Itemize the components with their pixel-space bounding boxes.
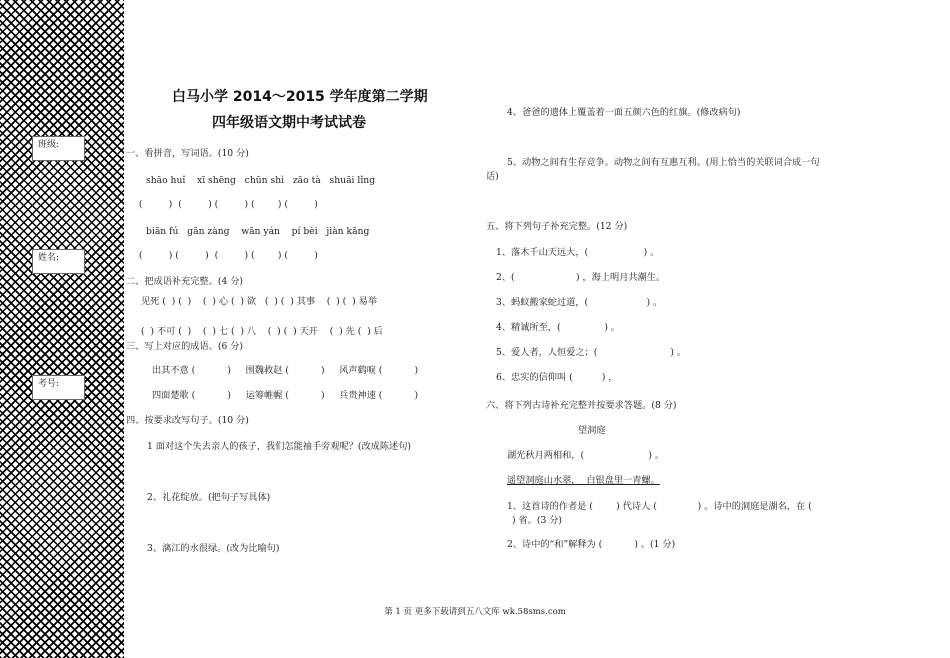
idiom-match-row-1: 出其不意 ( ) 围魏救赵 ( ) 风声鹤唳 ( ) [152, 365, 419, 376]
rewrite-question-4: 4、爸爸的遗体上覆盖着一面五颜六色的红旗。(修改病句) [507, 107, 741, 118]
idiom-row-1: 见死 ( ) ( ) ( ) 心 ( ) 欲 ( ) ( ) 其事 ( ) ( ) 易举 [141, 296, 377, 307]
section1-heading: 一、看拼音，写词语。(10 分) [126, 148, 249, 159]
number-label: 考号: [38, 379, 60, 389]
poem-question-2: 2、诗中的“和”解释为 ( ) 。(1 分) [507, 539, 676, 550]
complete-sentence-5: 5、爱人者，人恒爱之；( ) 。 [496, 347, 687, 358]
complete-sentence-1: 1、落木千山天远大，( ) 。 [496, 247, 660, 258]
section4-heading: 四、按要求改写句子。(10 分) [126, 415, 249, 426]
idiom-match-row-2: 四面楚歌 ( ) 运筹帷幄 ( ) 兵贵神速 ( ) [152, 390, 419, 401]
complete-sentence-3: 3、蚂蚁搬家蛇过道，( ) 。 [496, 297, 663, 308]
name-label: 姓名: [38, 253, 60, 263]
blank-row-1: ( ) ( ) ( ) ( ) ( ) [136, 199, 318, 210]
poem-line-2: 遥望洞庭山水翠， 白银盘里一青螺。 [507, 475, 660, 486]
exam-title-line1: 白马小学 2014～2015 学年度第二学期 [172, 89, 428, 105]
name-field[interactable] [32, 249, 85, 274]
rewrite-question-2: 2、礼花绽放。(把句子写具体) [147, 492, 271, 503]
complete-sentence-4: 4、精诚所至，( ) 。 [496, 322, 621, 333]
rewrite-question-5: 5、动物之间有生存竞争。动物之间有互惠互利。(用上恰当的关联词合成一句 [507, 157, 820, 168]
page-footer: 第 1 页 更多下载请到五八文库 wk.58sms.com [384, 607, 566, 617]
section6-heading: 六、将下列古诗补充完整并按要求答题。(8 分) [486, 400, 677, 411]
class-label: 班级: [38, 140, 60, 150]
section3-heading: 三、写上对应的成语。(6 分) [126, 341, 243, 352]
blank-row-2: ( ) ( ) ( ) ( ) ( ) [136, 250, 318, 261]
exam-title-line2: 四年级语文期中考试试卷 [212, 115, 366, 131]
number-field[interactable] [32, 375, 85, 400]
pinyin-row-1: shāo huǐ xī shēng chūn shì zāo tà shuāi lǐng [146, 175, 376, 186]
rewrite-question-3: 3、漓江的水很绿。(改为比喻句) [147, 543, 280, 554]
class-field[interactable] [32, 136, 85, 161]
section5-heading: 五、将下列句子补充完整。(12 分) [486, 221, 628, 232]
complete-sentence-6: 6、忠实的信仰叫 ( ) ， [496, 372, 618, 383]
idiom-row-2: ( ) 不可 ( ) ( ) 七 ( ) 八 ( ) ( ) 天开 ( ) 先 ( ) 后 [141, 326, 383, 337]
poem-title: 望洞庭 [578, 425, 606, 436]
rewrite-question-1: 1 面对这个失去亲人的孩子，我们怎能袖手旁观呢？(改成陈述句) [147, 441, 411, 452]
complete-sentence-2: 2、( ) ，海上明月共潮生。 [496, 272, 666, 283]
poem-question-1: 1、这首诗的作者是 ( ) 代诗人 ( ) 。诗中的洞庭是湖名，在 ( [507, 501, 812, 512]
binding-margin [0, 0, 124, 658]
section2-heading: 二、把成语补充完整。(4 分) [126, 276, 243, 287]
poem-question-1-cont: ) 省。(3 分) [512, 515, 563, 526]
pinyin-row-2: biān fú gān zàng wān yán pí bèi jiàn kāng [146, 226, 370, 237]
poem-line-1: 湖光秋月两相和，( ) 。 [507, 450, 665, 461]
rewrite-question-5-cont: 话) [486, 171, 499, 182]
